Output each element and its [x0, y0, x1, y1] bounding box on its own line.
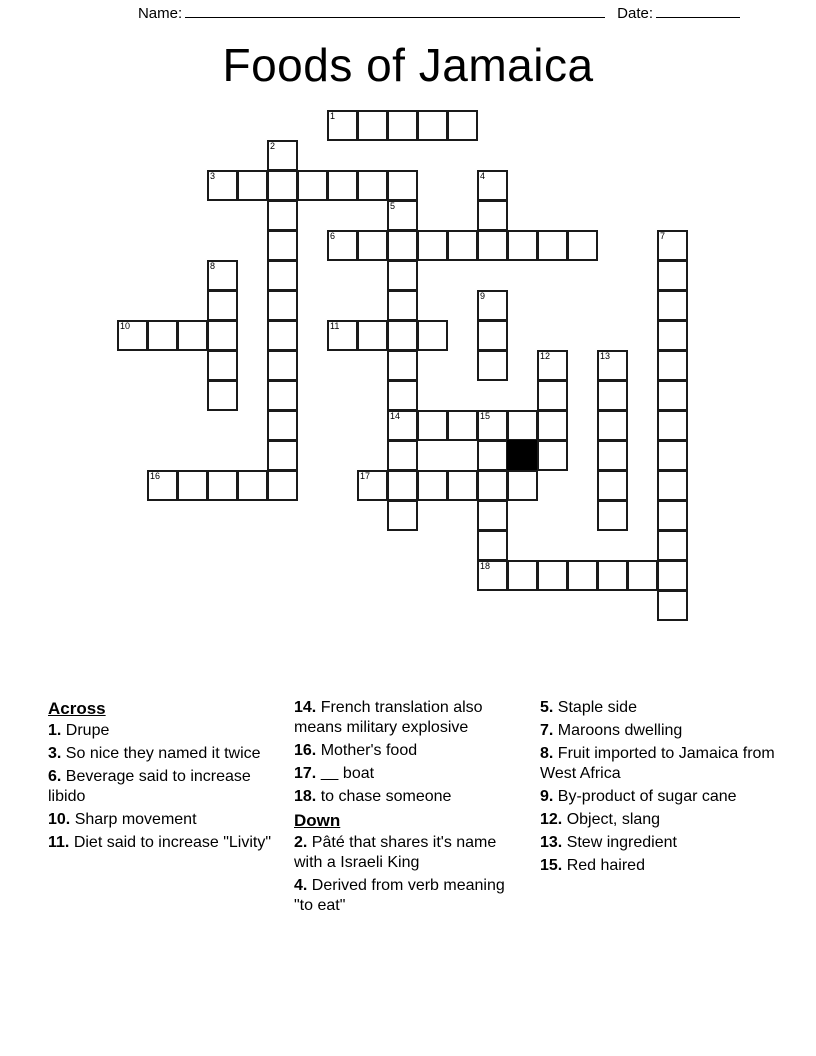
- clue-item-number: 13.: [540, 834, 567, 851]
- clue-item-text: Stew ingredient: [566, 834, 677, 851]
- page-title: Foods of Jamaica: [222, 39, 594, 91]
- clue-lists: [40, 698, 780, 919]
- clue-item-text: Sharp movement: [74, 811, 197, 828]
- grid-cell[interactable]: [657, 590, 688, 621]
- clue-item-number: 10.: [48, 811, 75, 828]
- clue-item-text: Beverage said to increase libido: [48, 768, 251, 805]
- grid-cell[interactable]: [207, 290, 238, 321]
- clue-item-text: Fruit imported to Jamaica from West Africa: [540, 745, 775, 782]
- grid-cell[interactable]: [267, 140, 298, 171]
- grid-cell[interactable]: [597, 380, 628, 411]
- grid-block-cell: [507, 440, 538, 471]
- clue-item-number: 8.: [540, 745, 558, 762]
- grid-cell[interactable]: [207, 350, 238, 381]
- grid-cell[interactable]: [657, 410, 688, 441]
- clue-item: [540, 856, 780, 876]
- clue-item-text: French translation also means military explosive: [294, 699, 483, 736]
- grid-cell[interactable]: [477, 410, 508, 441]
- clue-item-text: Derived from verb meaning "to eat": [294, 877, 505, 914]
- grid-cell[interactable]: [387, 410, 418, 441]
- grid-cell[interactable]: [327, 230, 358, 261]
- grid-cell[interactable]: [537, 230, 568, 261]
- grid-cell[interactable]: [387, 470, 418, 501]
- grid-cell[interactable]: [387, 500, 418, 531]
- clue-number-16: 16: [150, 471, 161, 481]
- clue-item-number: 6.: [48, 768, 66, 785]
- clue-item-text: Diet said to increase "Livity": [73, 834, 272, 851]
- grid-cell[interactable]: [477, 560, 508, 591]
- grid-cell[interactable]: [417, 110, 448, 141]
- grid-cell[interactable]: [507, 410, 538, 441]
- clue-item: [540, 698, 780, 718]
- clue-item-text: boat: [321, 765, 374, 782]
- grid-cell[interactable]: [657, 260, 688, 291]
- grid-cell[interactable]: [357, 230, 388, 261]
- clue-number-8: 8: [210, 261, 216, 271]
- grid-cell[interactable]: [537, 350, 568, 381]
- grid-cell[interactable]: [657, 470, 688, 501]
- clue-item: [48, 767, 276, 807]
- clue-number-3: 3: [210, 171, 216, 181]
- grid-cell[interactable]: [267, 170, 298, 201]
- grid-cell[interactable]: [267, 380, 298, 411]
- grid-cell[interactable]: [657, 350, 688, 381]
- grid-cell[interactable]: [567, 230, 598, 261]
- clue-item: [48, 833, 276, 853]
- clue-item-number: 11.: [48, 834, 74, 851]
- grid-cell[interactable]: [597, 410, 628, 441]
- grid-cell[interactable]: [447, 230, 478, 261]
- clue-number-9: 9: [480, 291, 486, 301]
- clue-item: [540, 721, 780, 741]
- grid-cell[interactable]: [357, 470, 388, 501]
- grid-cell[interactable]: [627, 560, 658, 591]
- grid-cell[interactable]: [267, 440, 298, 471]
- grid-cell[interactable]: [387, 110, 418, 141]
- grid-cell[interactable]: [327, 110, 358, 141]
- clue-blank: [321, 765, 339, 782]
- grid-cell[interactable]: [477, 320, 508, 351]
- clue-number-12: 12: [540, 351, 551, 361]
- grid-cell[interactable]: [207, 470, 238, 501]
- grid-cell[interactable]: [507, 560, 538, 591]
- grid-cell[interactable]: [207, 320, 238, 351]
- grid-cell[interactable]: [507, 470, 538, 501]
- clue-item-number: 2.: [294, 834, 312, 851]
- clue-item-text: to chase someone: [320, 788, 452, 805]
- clue-item: [294, 764, 522, 784]
- clue-number-10: 10: [120, 321, 131, 331]
- clue-item-text: So nice they named it twice: [65, 745, 261, 762]
- grid-cell[interactable]: [477, 440, 508, 471]
- clue-item: [294, 876, 522, 916]
- grid-cell[interactable]: [297, 170, 328, 201]
- grid-cell[interactable]: [657, 530, 688, 561]
- clue-item: [48, 744, 276, 764]
- grid-cell[interactable]: [357, 170, 388, 201]
- grid-cell[interactable]: [657, 440, 688, 471]
- clue-item-number: 3.: [48, 745, 66, 762]
- grid-cell[interactable]: [267, 350, 298, 381]
- grid-cell[interactable]: [447, 410, 478, 441]
- grid-cell[interactable]: [477, 530, 508, 561]
- clue-item-text: Drupe: [65, 722, 110, 739]
- clue-number-11: 11: [330, 321, 340, 331]
- grid-cell[interactable]: [387, 260, 418, 291]
- grid-cell[interactable]: [117, 320, 148, 351]
- clue-number-15: 15: [480, 411, 491, 421]
- clue-item-number: 17.: [294, 765, 321, 782]
- clue-item: [294, 787, 522, 807]
- grid-cell[interactable]: [597, 560, 628, 591]
- clue-item: [294, 833, 522, 873]
- clue-number-17: 17: [360, 471, 371, 481]
- grid-cell[interactable]: [327, 320, 358, 351]
- grid-cell[interactable]: [237, 170, 268, 201]
- grid-cell[interactable]: [477, 470, 508, 501]
- grid-cell[interactable]: [387, 350, 418, 381]
- worksheet-header: [0, 0, 816, 34]
- clue-number-4: 4: [480, 171, 486, 181]
- grid-cell[interactable]: [447, 470, 478, 501]
- grid-cell[interactable]: [657, 380, 688, 411]
- date-label: Date:: [617, 5, 653, 22]
- grid-cell[interactable]: [597, 500, 628, 531]
- grid-cell[interactable]: [327, 170, 358, 201]
- across-heading: Across: [48, 699, 106, 718]
- clue-item: [540, 744, 780, 784]
- clue-item-number: 5.: [540, 699, 558, 716]
- clue-column-1: [40, 698, 286, 856]
- date-write-in-line[interactable]: [656, 4, 740, 18]
- grid-cell[interactable]: [417, 230, 448, 261]
- clue-item-number: 14.: [294, 699, 321, 716]
- grid-cell[interactable]: [417, 470, 448, 501]
- grid-cell[interactable]: [477, 170, 508, 201]
- grid-cell[interactable]: [657, 230, 688, 261]
- clue-item: [294, 741, 522, 761]
- grid-cell[interactable]: [267, 230, 298, 261]
- grid-cell[interactable]: [567, 560, 598, 591]
- clue-item: [48, 810, 276, 830]
- grid-cell[interactable]: [267, 290, 298, 321]
- grid-cell[interactable]: [387, 380, 418, 411]
- grid-cell[interactable]: [387, 200, 418, 231]
- grid-cell[interactable]: [417, 410, 448, 441]
- grid-cell[interactable]: [177, 470, 208, 501]
- grid-cell[interactable]: [237, 470, 268, 501]
- clue-item: [540, 787, 780, 807]
- clue-item-text: Object, slang: [566, 811, 661, 828]
- clue-column-3: [532, 698, 780, 879]
- clue-item-number: 7.: [540, 722, 558, 739]
- grid-cell[interactable]: [417, 320, 448, 351]
- clue-item-number: 15.: [540, 857, 567, 874]
- grid-cell[interactable]: [537, 410, 568, 441]
- clue-number-1: 1: [330, 111, 336, 121]
- clue-item: [540, 833, 780, 853]
- grid-cell[interactable]: [387, 230, 418, 261]
- clue-item-number: 4.: [294, 877, 312, 894]
- clue-number-6: 6: [330, 231, 336, 241]
- grid-cell[interactable]: [267, 320, 298, 351]
- grid-cell[interactable]: [477, 200, 508, 231]
- name-field-group: [138, 4, 605, 22]
- clue-number-14: 14: [390, 411, 401, 421]
- grid-cell[interactable]: [597, 440, 628, 471]
- grid-cell[interactable]: [387, 320, 418, 351]
- clue-number-18: 18: [480, 561, 491, 571]
- grid-cell[interactable]: [477, 290, 508, 321]
- grid-cell[interactable]: [267, 200, 298, 231]
- grid-cell[interactable]: [177, 320, 208, 351]
- clue-item: [48, 721, 276, 741]
- grid-cell[interactable]: [477, 230, 508, 261]
- clue-column-2: [286, 698, 532, 919]
- clue-item-number: 16.: [294, 742, 321, 759]
- grid-cell[interactable]: [267, 260, 298, 291]
- grid-cell[interactable]: [507, 230, 538, 261]
- clue-item-text: Staple side: [557, 699, 637, 716]
- clue-item: [540, 810, 780, 830]
- grid-cell[interactable]: [147, 320, 178, 351]
- grid-cell[interactable]: [147, 470, 178, 501]
- clue-item-text: By-product of sugar cane: [557, 788, 737, 805]
- name-write-in-line[interactable]: [185, 4, 605, 18]
- grid-cell[interactable]: [207, 170, 238, 201]
- clue-item: [294, 698, 522, 738]
- grid-cell[interactable]: [537, 380, 568, 411]
- grid-cell[interactable]: [207, 260, 238, 291]
- grid-cell[interactable]: [537, 560, 568, 591]
- clue-item-number: 12.: [540, 811, 567, 828]
- grid-cell[interactable]: [477, 500, 508, 531]
- clue-item-text: Maroons dwelling: [557, 722, 683, 739]
- grid-cell[interactable]: [537, 440, 568, 471]
- grid-cell[interactable]: [357, 320, 388, 351]
- grid-cell[interactable]: [387, 440, 418, 471]
- down-heading: Down: [294, 811, 341, 830]
- grid-cell[interactable]: [447, 110, 478, 141]
- grid-cell[interactable]: [207, 380, 238, 411]
- grid-cell[interactable]: [477, 350, 508, 381]
- grid-cell[interactable]: [597, 470, 628, 501]
- date-field-group: [617, 4, 740, 22]
- grid-cell[interactable]: [597, 350, 628, 381]
- clue-number-7: 7: [660, 231, 666, 241]
- clue-number-2: 2: [270, 141, 276, 151]
- grid-cell[interactable]: [657, 290, 688, 321]
- grid-cell[interactable]: [267, 470, 298, 501]
- crossword-grid: [117, 110, 717, 650]
- clue-item-text: Red haired: [566, 857, 645, 874]
- grid-cell[interactable]: [657, 320, 688, 351]
- grid-cell[interactable]: [657, 500, 688, 531]
- grid-cell[interactable]: [267, 410, 298, 441]
- clue-number-13: 13: [600, 351, 611, 361]
- grid-cell[interactable]: [387, 290, 418, 321]
- grid-cell[interactable]: [657, 560, 688, 591]
- name-label: Name:: [137, 5, 183, 22]
- clue-item-text: Pâté that shares it's name with a Israeli King: [294, 834, 497, 871]
- grid-cell[interactable]: [387, 170, 418, 201]
- clue-item-number: 1.: [48, 722, 66, 739]
- clue-item-number: 18.: [294, 788, 321, 805]
- clue-item-text: Mother's food: [320, 742, 418, 759]
- clue-item-number: 9.: [540, 788, 558, 805]
- clue-number-5: 5: [390, 201, 396, 211]
- grid-cell[interactable]: [357, 110, 388, 141]
